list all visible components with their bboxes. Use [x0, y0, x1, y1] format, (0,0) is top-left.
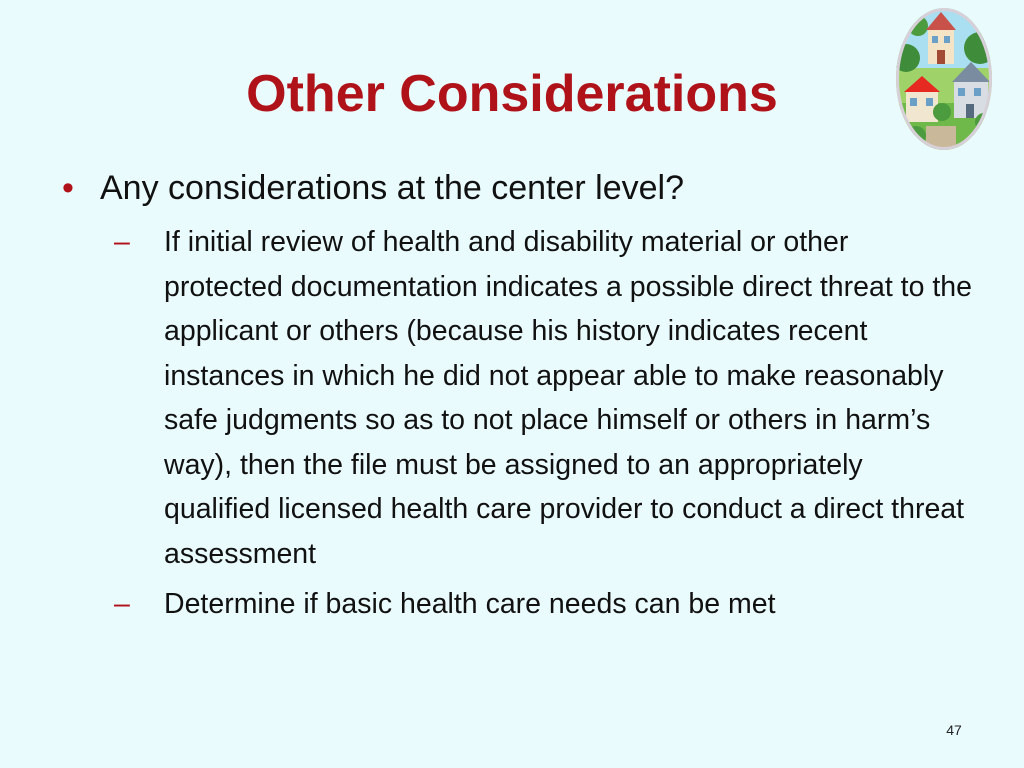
- page-number: 47: [946, 722, 962, 738]
- bullet-item: [62, 164, 972, 212]
- sub-bullet-text: Determine if basic health care needs can be met: [164, 588, 776, 620]
- sub-bullet-text: If initial review of health and disability material or other protected documentation indicates a possible direct threat to the applicant or others (because his history indicates recent instances in which he did not appear able to make reasonably safe judgments so as to not place himself or others in harm’s way), then the file must be assigned to an appropriately qualified licensed health care provider to conduct a direct threat assessment: [164, 226, 972, 570]
- sub-bullet-item: [62, 220, 972, 576]
- bullet-marker: •: [62, 169, 74, 207]
- houses-neighborhood-icon: [896, 8, 992, 150]
- sub-bullet-marker: –: [114, 588, 130, 620]
- sub-bullet-item: [62, 582, 972, 627]
- slide-content: [62, 164, 972, 633]
- bullet-text: Any considerations at the center level?: [100, 169, 685, 207]
- sub-bullet-marker: –: [114, 226, 130, 258]
- slide-title: Other Considerations: [246, 65, 778, 123]
